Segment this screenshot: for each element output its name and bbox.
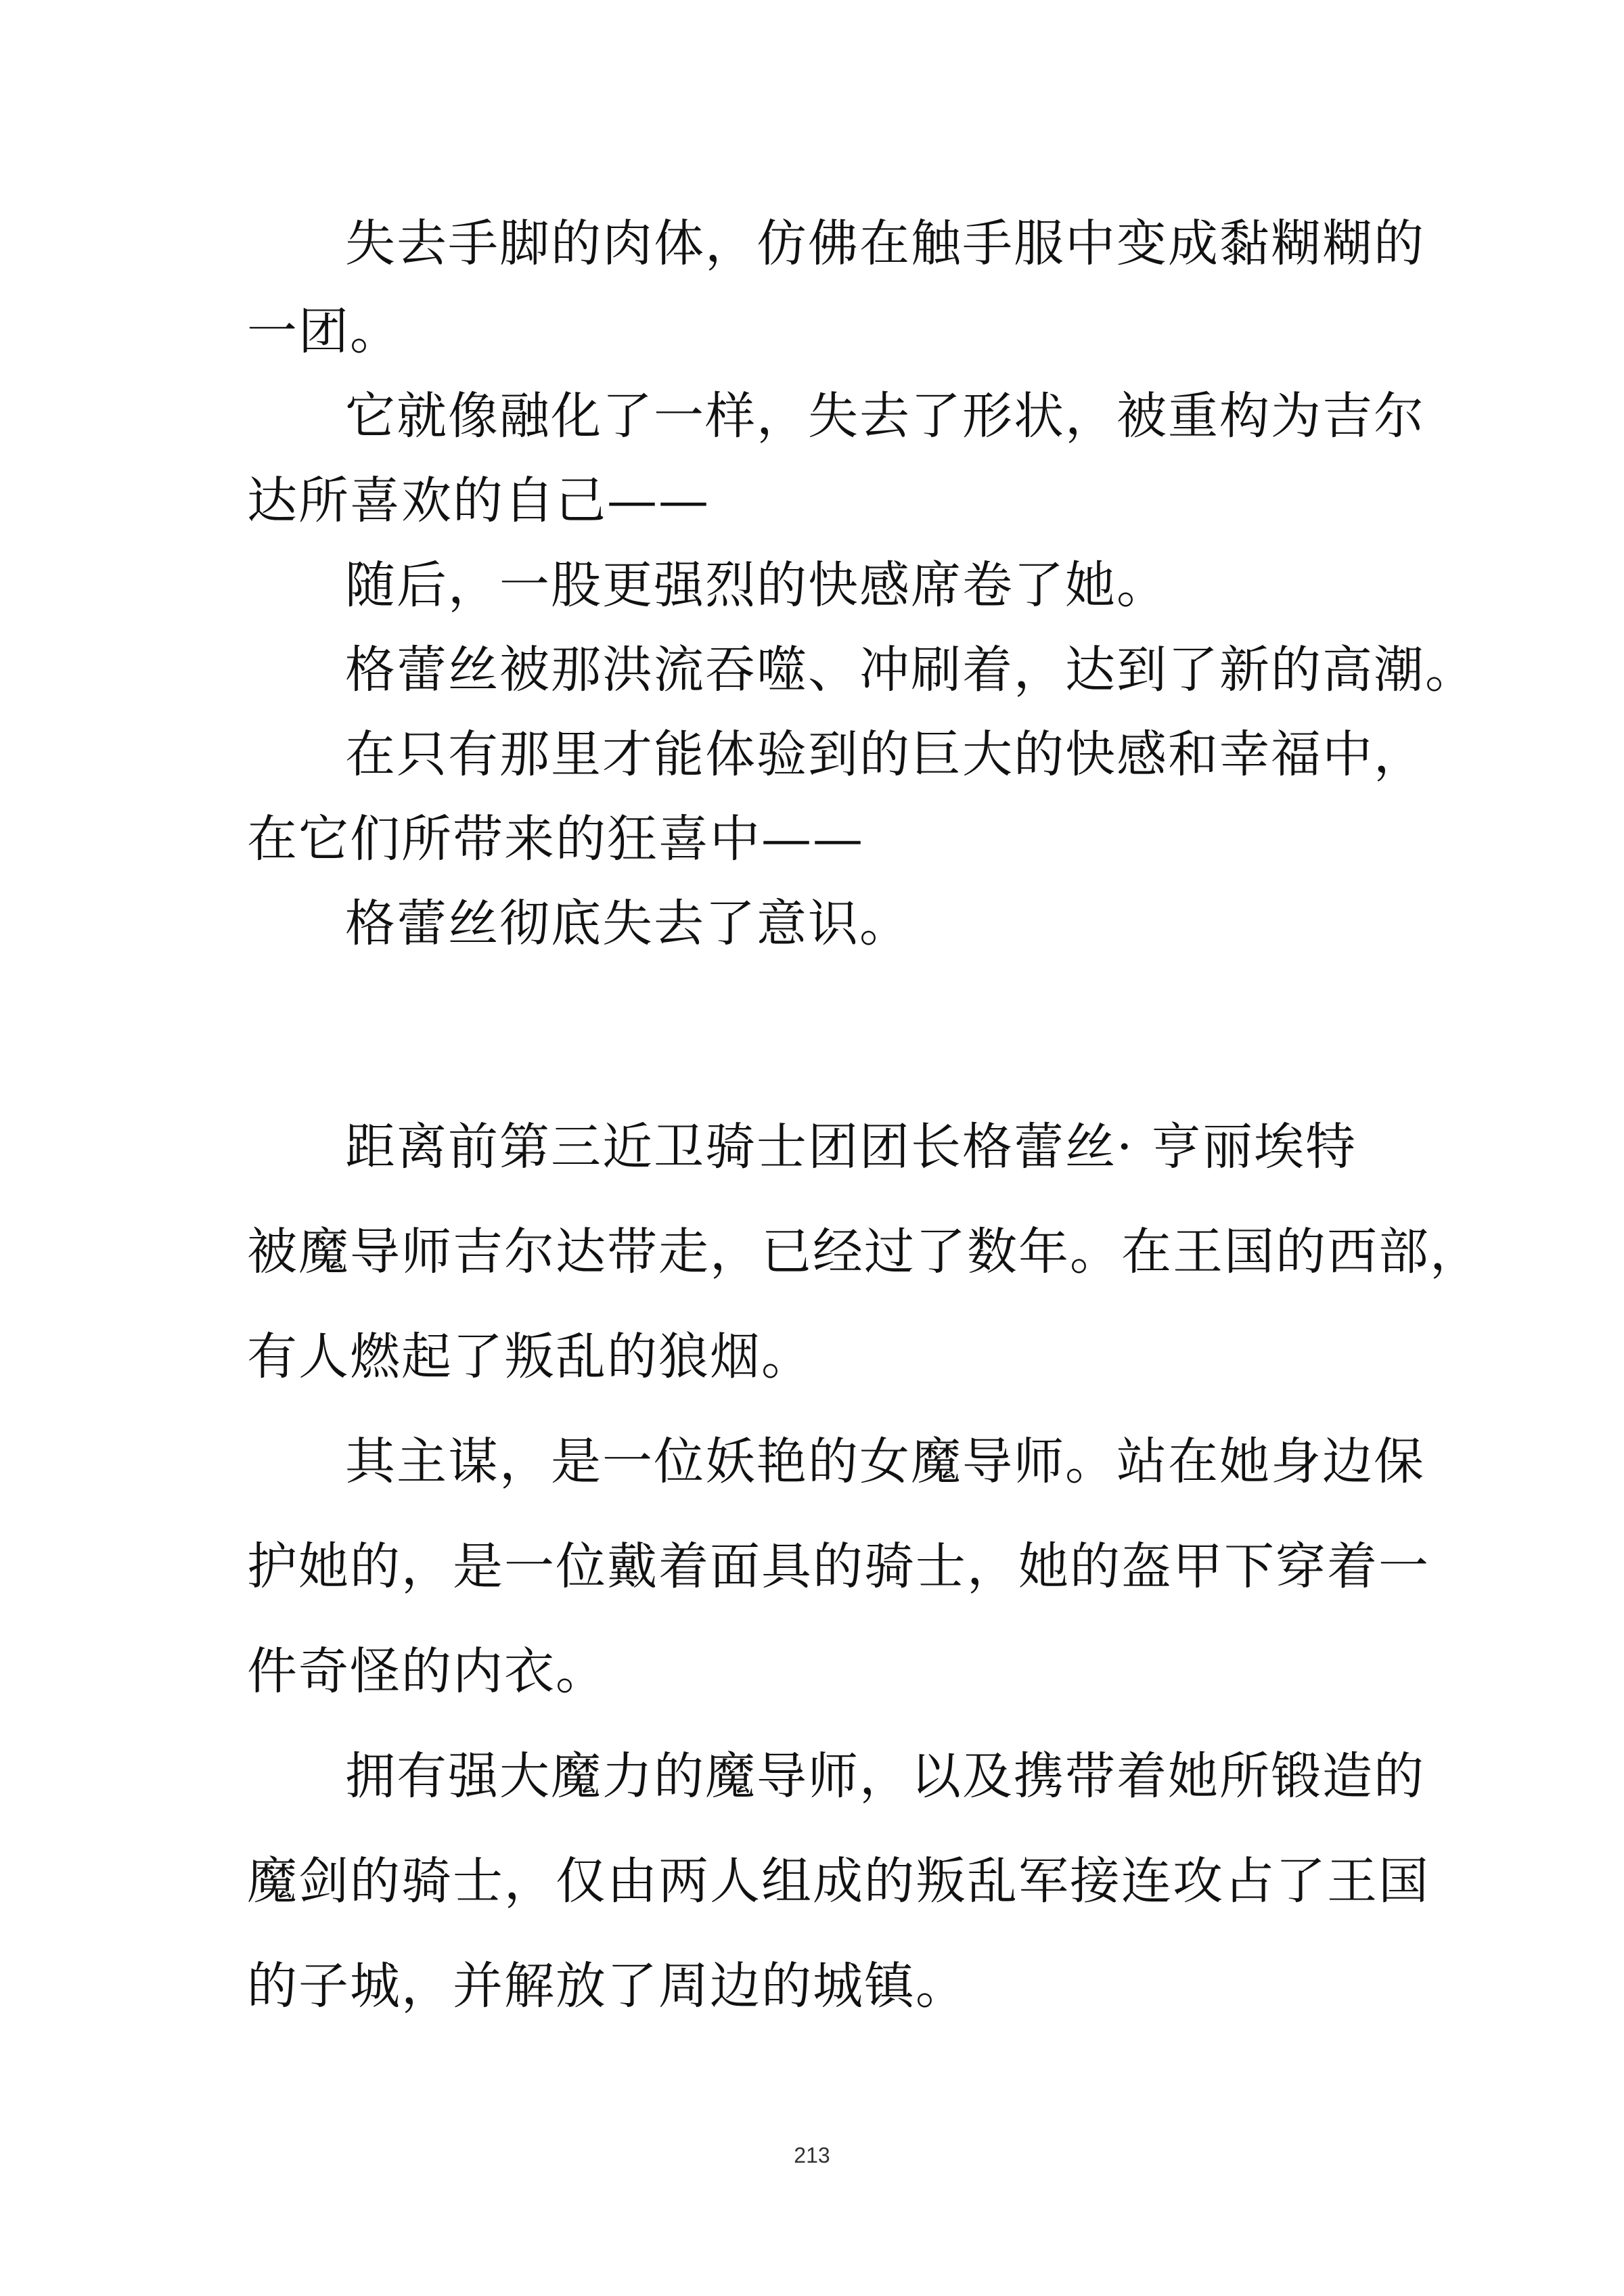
paragraph-line: 有人燃起了叛乱的狼烟。	[247, 1328, 813, 1386]
paragraph-line: 护她的，是一位戴着面具的骑士，她的盔甲下穿着一	[247, 1537, 1430, 1596]
paragraph-line: 距离前第三近卫骑士团团长格蕾丝· 亨丽埃特	[345, 1118, 1357, 1176]
paragraph-line: 其主谋，是一位妖艳的女魔导师。站在她身边保	[345, 1433, 1425, 1491]
paragraph-line: 件奇怪的内衣。	[247, 1642, 607, 1701]
paragraph-line: 格蕾丝彻底失去了意识。	[345, 895, 911, 953]
paragraph-line: 的子城，并解放了周边的城镇。	[247, 1957, 967, 2015]
paragraph-line: 一团。	[247, 302, 401, 361]
paragraph-line: 魔剑的骑士，仅由两人组成的叛乱军接连攻占了王国	[247, 1852, 1430, 1910]
page-number: 213	[794, 2143, 830, 2167]
paragraph-line: 格蕾丝被那洪流吞噬、冲刷着，达到了新的高潮。	[345, 641, 1476, 699]
paragraph-line: 在只有那里才能体验到的巨大的快感和幸福中，	[345, 725, 1425, 784]
paragraph-line: 被魔导师吉尔达带走，已经过了数年。在王国的西部，	[247, 1223, 1481, 1281]
paragraph-line: 拥有强大魔力的魔导师，以及携带着她所锻造的	[345, 1747, 1425, 1805]
paragraph-line: 达所喜欢的自己——	[247, 472, 710, 530]
paragraph-line: 随后，一股更强烈的快感席卷了她。	[345, 556, 1168, 614]
paragraph-line: 失去手脚的肉体，仿佛在触手服中变成黏糊糊的	[345, 215, 1425, 273]
paragraph-line: 在它们所带来的狂喜中——	[247, 810, 864, 868]
paragraph-line: 它就像融化了一样，失去了形状，被重构为吉尔	[345, 387, 1425, 445]
